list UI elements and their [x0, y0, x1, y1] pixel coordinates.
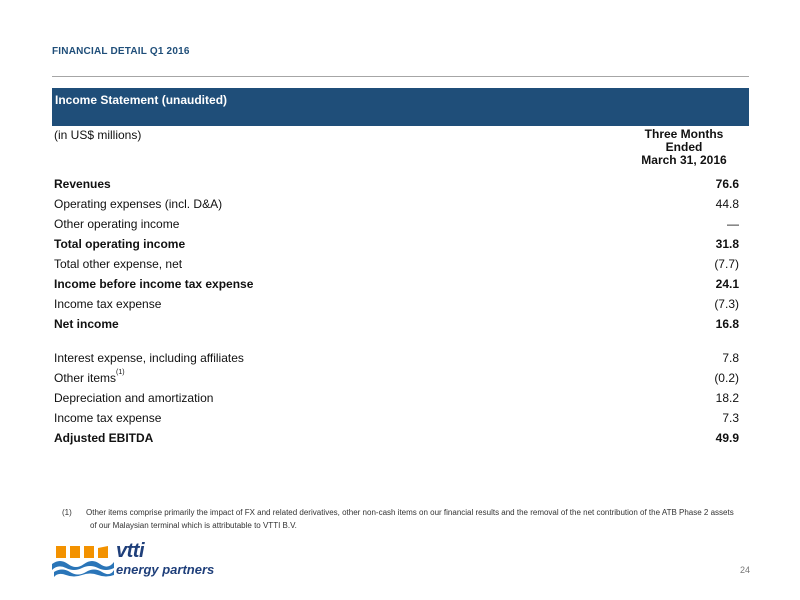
table-row	[52, 254, 749, 274]
row-value: 31.8	[715, 237, 739, 251]
table-row	[52, 234, 749, 254]
row-value: 76.6	[715, 177, 739, 191]
row-label-text: Other items	[54, 371, 117, 385]
column-heading	[629, 128, 739, 167]
income-statement-rows	[52, 174, 749, 448]
table-row	[52, 348, 749, 368]
row-value: (7.3)	[714, 297, 739, 311]
column-heading-line: Ended	[665, 140, 703, 154]
table-header-band	[52, 88, 749, 126]
row-label: Total operating income	[54, 237, 186, 251]
row-label: Interest expense, including affiliates	[54, 351, 244, 365]
row-label	[54, 368, 125, 388]
title-divider	[52, 76, 749, 77]
page-title: FINANCIAL DETAIL Q1 2016	[52, 46, 190, 57]
row-label: Depreciation and amortization	[54, 391, 214, 405]
page-number: 24	[739, 565, 750, 575]
row-value: 18.2	[715, 391, 739, 405]
wave-logo-icon	[52, 540, 114, 580]
row-label: Net income	[54, 317, 119, 331]
row-value: 16.8	[715, 317, 739, 331]
table-title: Income Statement (unaudited)	[55, 93, 228, 107]
vtti-logo	[52, 540, 222, 580]
table-row	[52, 408, 749, 428]
footnote	[62, 506, 742, 532]
table-row	[52, 194, 749, 214]
table-row	[52, 314, 749, 334]
column-heading-line: Three Months	[644, 127, 724, 141]
column-heading-line: March 31, 2016	[641, 153, 727, 167]
logo-wordmark: vtti	[116, 540, 144, 562]
table-row	[52, 294, 749, 314]
table-row	[52, 388, 749, 408]
row-label: Operating expenses (incl. D&A)	[54, 197, 223, 211]
row-value: (0.2)	[714, 371, 739, 385]
row-value: —	[727, 217, 739, 231]
logo-subtitle: energy partners	[116, 562, 215, 577]
table-row	[52, 428, 749, 448]
footnote-number: (1)	[62, 508, 72, 517]
footnote-marker: (1)	[116, 369, 125, 376]
row-value: 24.1	[715, 277, 739, 291]
row-value: 49.9	[715, 431, 739, 445]
row-label: Total other expense, net	[54, 257, 183, 271]
row-label: Adjusted EBITDA	[54, 431, 154, 445]
row-value: 7.8	[722, 351, 739, 365]
table-row	[52, 174, 749, 194]
table-row	[52, 214, 749, 234]
row-value: 44.8	[715, 197, 739, 211]
table-row	[52, 274, 749, 294]
row-label: Revenues	[54, 177, 111, 191]
footnote-text: Other items comprise primarily the impact of FX and related derivatives, other non-cash items on our financial results and the removal of the net contribution of the ATB Phase 2 assets of our Malaysian terminal which is attributable to VTTI B.V.	[86, 508, 734, 530]
row-label: Income tax expense	[54, 297, 162, 311]
row-label: Income tax expense	[54, 411, 162, 425]
row-label: Income before income tax expense	[54, 277, 254, 291]
table-subheader	[52, 128, 749, 172]
row-label: Other operating income	[54, 217, 180, 231]
row-value: 7.3	[722, 411, 739, 425]
unit-label: (in US$ millions)	[54, 128, 142, 142]
row-value: (7.7)	[714, 257, 739, 271]
table-row	[52, 368, 749, 388]
